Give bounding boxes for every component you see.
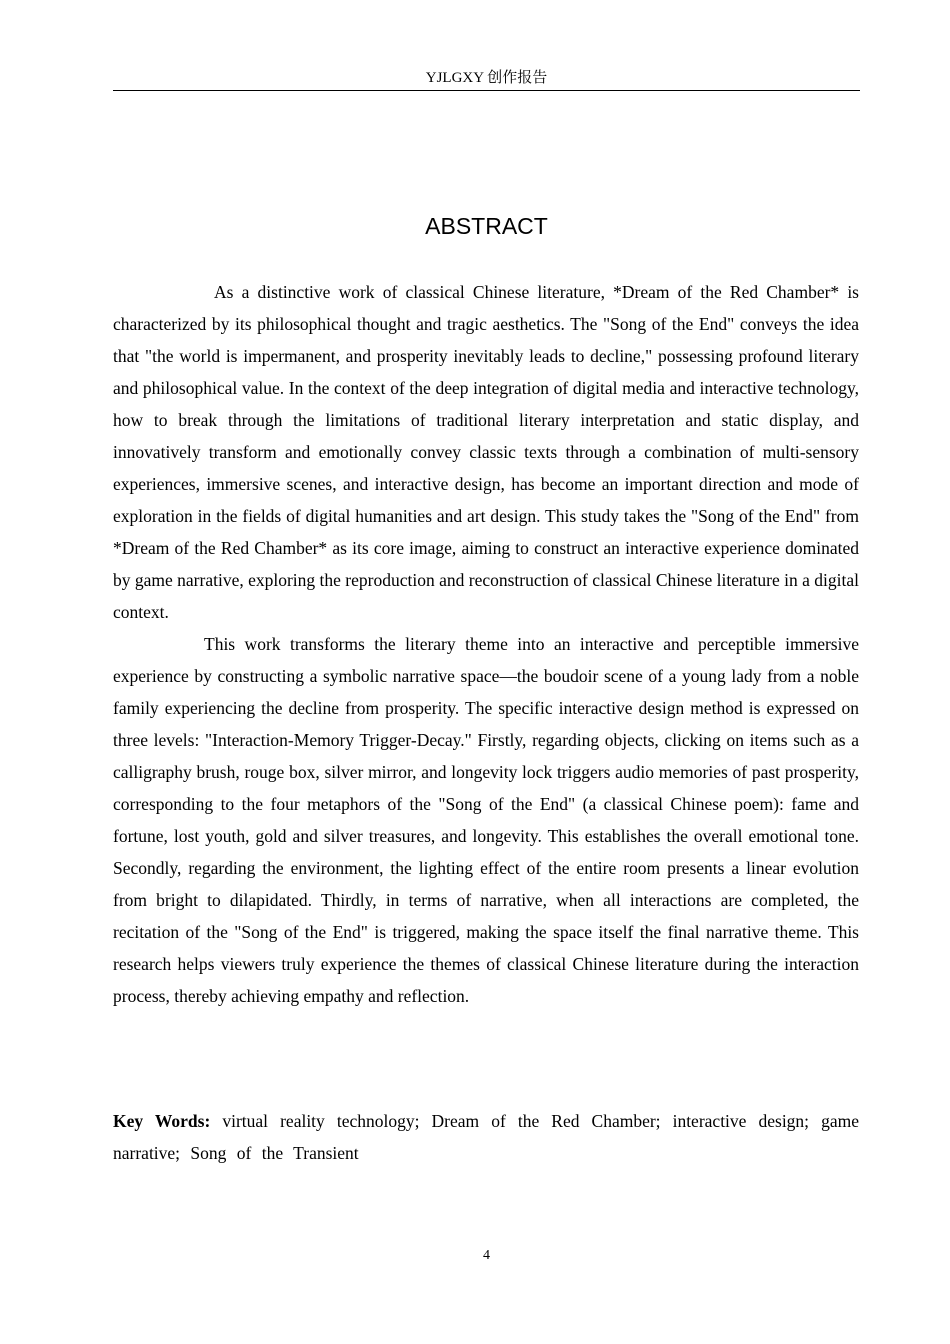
abstract-title: ABSTRACT: [425, 213, 548, 239]
keywords-label: Key Words:: [113, 1111, 211, 1131]
keywords-section: [113, 1105, 859, 1169]
header-text: YJLGXY 创作报告: [425, 70, 548, 86]
page-header: [113, 66, 860, 91]
abstract-paragraph-2: This work transforms the literary theme into an interactive and perceptible immersive experience by constructing a symbolic narrative space—the boudoir scene of a young lady from a noble family experiencing the decline from prosperity. The specific interactive design method is expressed on three levels: "Interaction-Memory Trigger-Decay." Firstly, regarding objects, clicking on items such as a calligraphy brush, rouge box, silver mirror, and longevity lock triggers audio memories of past prosperity, corresponding to the four metaphors of the "Song of the End" (a classical Chinese poem): fame and fortune, lost youth, gold and silver treasures, and longevity. This establishes the overall emotional tone. Secondly, regarding the environment, the lighting effect of the entire room presents a linear evolution from bright to dilapidated. Thirdly, in terms of narrative, when all interactions are completed, the recitation of the "Song of the End" is triggered, making the space itself the final narrative theme. This research helps viewers truly experience the themes of classical Chinese literature during the interaction process, thereby achieving empathy and reflection.: [113, 634, 859, 1006]
page-number: 4: [483, 1248, 490, 1263]
abstract-body: [113, 276, 859, 1012]
abstract-paragraph-1: As a distinctive work of classical Chinese literature, *Dream of the Red Chamber* is characterized by its philosophical thought and tragic aesthetics. The "Song of the End" conveys the idea that "the world is impermanent, and prosperity inevitably leads to decline," possessing profound literary and philosophical value. In the context of the deep integration of digital media and interactive technology, how to break through the limitations of traditional literary interpretation and static display, and innovatively transform and emotionally convey classic texts through a combination of multi-sensory experiences, immersive scenes, and interactive design, has become an important direction and mode of exploration in the fields of digital humanities and art design. This study takes the "Song of the End" from *Dream of the Red Chamber* as its core image, aiming to construct an interactive experience dominated by game narrative, exploring the reproduction and reconstruction of classical Chinese literature in a digital context.: [113, 282, 859, 622]
keywords-text: virtual reality technology; Dream of the Red Chamber; interactive design; game narrative; Song of the Transient: [113, 1111, 859, 1163]
